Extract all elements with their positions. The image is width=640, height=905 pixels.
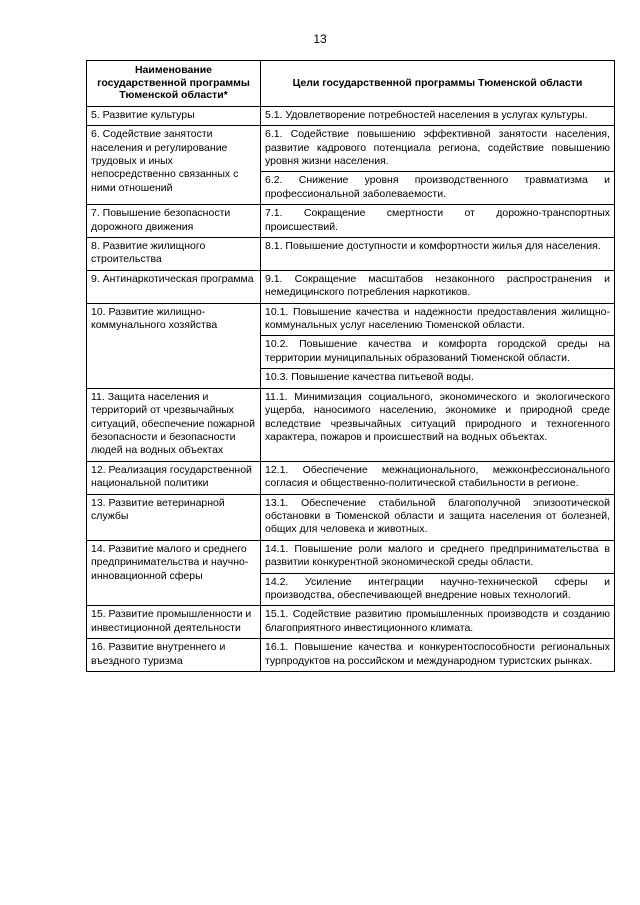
table-row	[87, 126, 615, 172]
program-goal-cell: 6.2. Снижение уровня производственного травматизма и профессиональной заболеваемости.	[261, 172, 615, 205]
program-goal-cell: 9.1. Сокращение масштабов незаконного распространения и немедицинского потребления наркотиков.	[261, 270, 615, 303]
program-name-cell: 15. Развитие промышленности и инвестиционной деятельности	[87, 606, 261, 639]
program-goal-cell: 10.1. Повышение качества и надежности предоставления жилищно-коммунальных услуг населению Тюменской области.	[261, 303, 615, 336]
program-name-cell: 12. Реализация государственной национальной политики	[87, 461, 261, 494]
header-program-goals: Цели государственной программы Тюменской области	[261, 61, 615, 107]
table-row	[87, 461, 615, 494]
table-row	[87, 540, 615, 573]
program-goal-cell: 14.1. Повышение роли малого и среднего предпринимательства в развитии конкурентной экономической среды области.	[261, 540, 615, 573]
page-number: 13	[313, 32, 327, 46]
table-row	[87, 639, 615, 672]
program-name-cell: 5. Развитие культуры	[87, 106, 261, 125]
program-goal-cell: 13.1. Обеспечение стабильной благополучной эпизоотической обстановки в Тюменской области и защита населения от болезней, общих для человека и животных.	[261, 494, 615, 540]
program-name-cell: 13. Развитие ветеринарной службы	[87, 494, 261, 540]
program-name-cell: 9. Антинаркотическая программа	[87, 270, 261, 303]
program-name-cell: 8. Развитие жилищного строительства	[87, 238, 261, 271]
program-goal-cell: 12.1. Обеспечение межнационального, межконфессионального согласия и общественно-политической стабильности в регионе.	[261, 461, 615, 494]
program-goal-cell: 5.1. Удовлетворение потребностей населения в услугах культуры.	[261, 106, 615, 125]
table-row	[87, 303, 615, 336]
table-row	[87, 106, 615, 125]
table-row	[87, 388, 615, 461]
program-name-cell: 6. Содействие занятости населения и регулирование трудовых и иных непосредственно связанных с ними отношений	[87, 126, 261, 205]
program-goal-cell: 15.1. Содействие развитию промышленных производств и созданию благоприятного инвестиционного климата.	[261, 606, 615, 639]
table-row	[87, 606, 615, 639]
program-name-cell: 7. Повышение безопасности дорожного движения	[87, 205, 261, 238]
program-goal-cell: 16.1. Повышение качества и конкурентоспособности региональных турпродуктов на российском и международном туристских рынках.	[261, 639, 615, 672]
table-header-row	[87, 61, 615, 107]
program-goal-cell: 14.2. Усиление интеграции научно-технической сферы и производства, обеспечивающей внедрение новых технологий.	[261, 573, 615, 606]
table-row	[87, 494, 615, 540]
program-goal-cell: 7.1. Сокращение смертности от дорожно-транспортных происшествий.	[261, 205, 615, 238]
program-goal-cell: 10.3. Повышение качества питьевой воды.	[261, 369, 615, 388]
table-row	[87, 238, 615, 271]
program-name-cell: 14. Развитие малого и среднего предпринимательства и научно-инновационной сферы	[87, 540, 261, 606]
header-program-name: Наименование государственной программы Тюменской области*	[87, 61, 261, 107]
program-goal-cell: 8.1. Повышение доступности и комфортности жилья для населения.	[261, 238, 615, 271]
program-name-cell: 11. Защита населения и территорий от чрезвычайных ситуаций, обеспечение пожарной безопасности и безопасности людей на водных объектах	[87, 388, 261, 461]
program-name-cell: 16. Развитие внутреннего и въездного туризма	[87, 639, 261, 672]
program-name-cell: 10. Развитие жилищно-коммунального хозяйства	[87, 303, 261, 388]
program-goal-cell: 10.2. Повышение качества и комфорта городской среды на территории муниципальных образований Тюменской области.	[261, 336, 615, 369]
program-goal-cell: 6.1. Содействие повышению эффективной занятости населения, развитие кадрового потенциала региона, содействие повышению уровня жизни населения.	[261, 126, 615, 172]
table-body	[87, 106, 615, 671]
table-row	[87, 205, 615, 238]
programs-goals-table	[86, 60, 615, 672]
program-goal-cell: 11.1. Минимизация социального, экономического и экологического ущерба, наносимого населению, экономике и природной среде вследствие чрезвычайных ситуаций природного и техногенного характера, пожаров и происшествий на водных объектах.	[261, 388, 615, 461]
table-row	[87, 270, 615, 303]
